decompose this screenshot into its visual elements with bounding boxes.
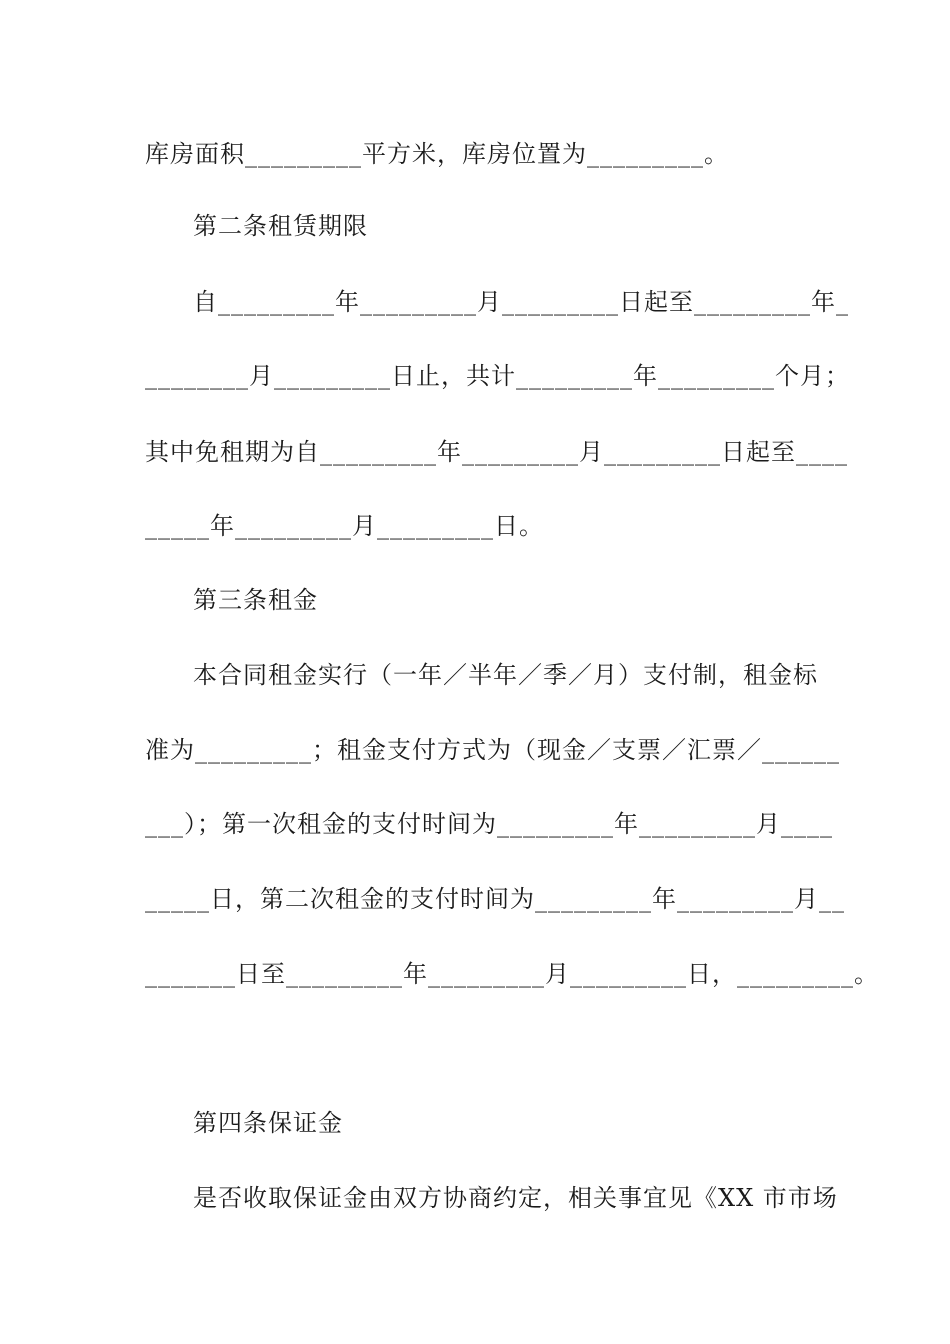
paragraph-term-line-2: ________月_________日止，共计_________年_________个月； (145, 362, 850, 390)
heading-article-3: 第三条租金 (193, 586, 318, 614)
paragraph-rent-line-2: 准为_________；租金支付方式为（现金／支票／汇票／______ (145, 736, 840, 764)
paragraph-area-location: 库房面积_________平方米，库房位置为_________。 (145, 140, 729, 168)
paragraph-rent-line-3: ___）；第一次租金的支付时间为_________年_________月____ (145, 810, 833, 838)
paragraph-rent-line-1: 本合同租金实行（一年／半年／季／月）支付制，租金标 (193, 661, 818, 689)
heading-article-2: 第二条租赁期限 (193, 212, 368, 240)
paragraph-rent-line-5: _______日至_________年_________月_________日，_________。 (145, 960, 879, 988)
heading-article-4: 第四条保证金 (193, 1109, 343, 1137)
paragraph-term-line-1: 自_________年_________月_________日起至_________年_ (193, 288, 849, 316)
paragraph-term-line-4: _____年_________月_________日。 (145, 512, 544, 540)
paragraph-rent-line-4: _____日，第二次租金的支付时间为_________年_________月__ (145, 885, 845, 913)
paragraph-deposit-line-1: 是否收取保证金由双方协商约定，相关事宜见《XX 市市场 (193, 1184, 838, 1212)
paragraph-term-line-3: 其中免租期为自_________年_________月_________日起至____ (145, 438, 848, 466)
